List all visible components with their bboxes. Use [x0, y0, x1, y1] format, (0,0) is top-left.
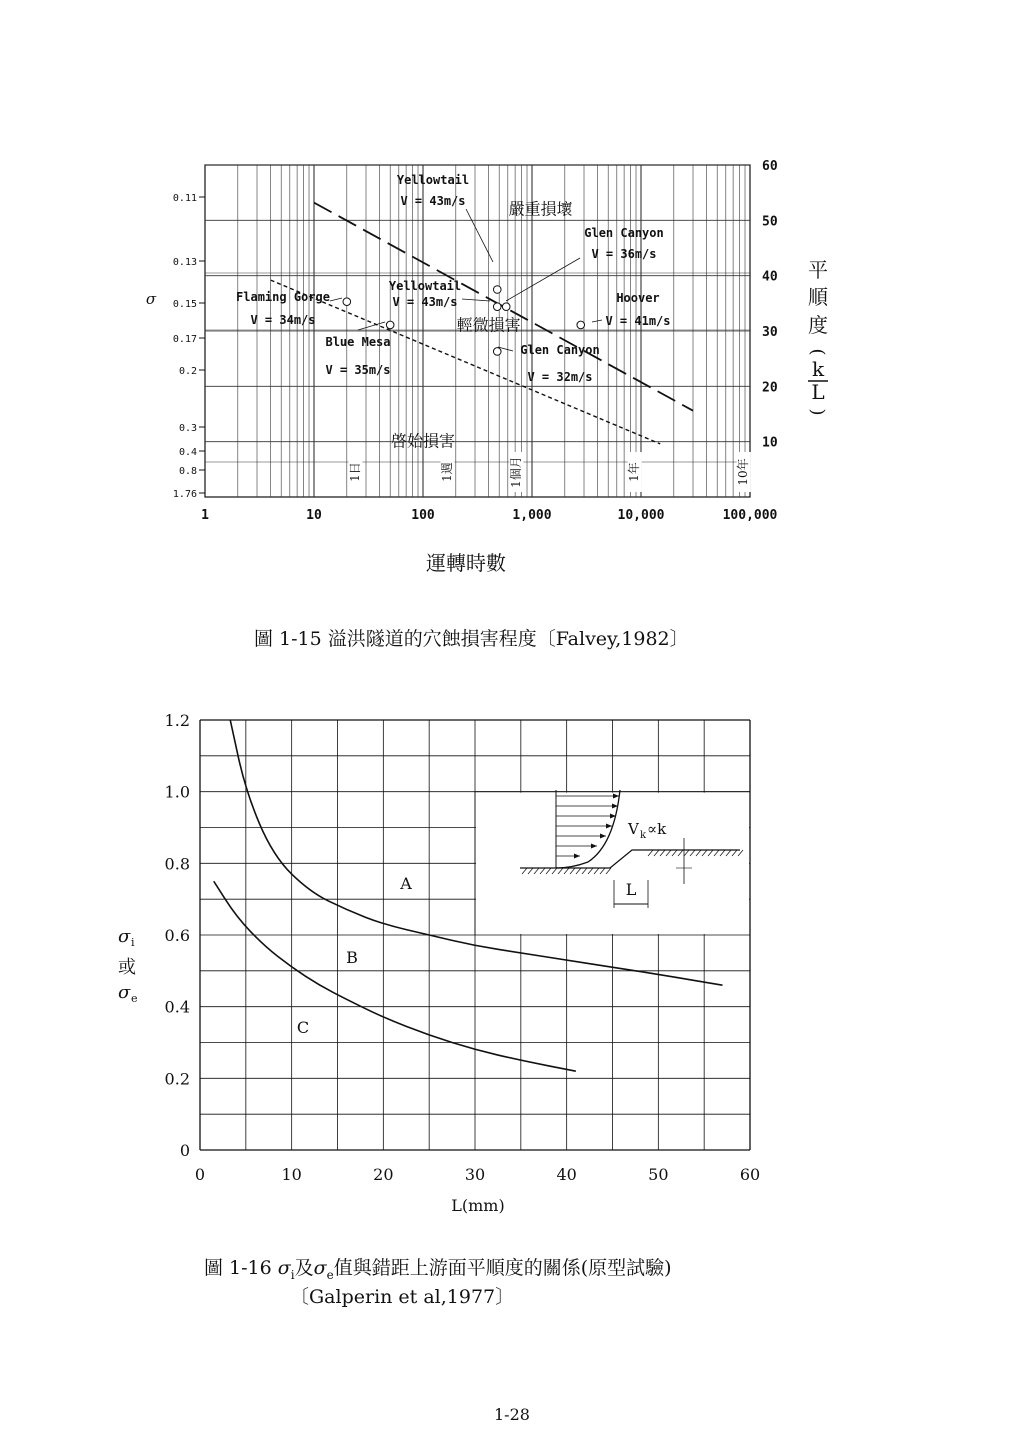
x-tick-label: 0	[194, 1165, 206, 1184]
y-left-tick-label: 0.13	[172, 257, 197, 268]
region-label: 啓始損害	[390, 431, 456, 451]
y-tick-label: 0.8	[164, 854, 190, 874]
x-tick-label: 20	[373, 1165, 394, 1184]
caption-fig-1-16-text: 值與錯距上游面平順度的關係(原型試驗)	[333, 1257, 672, 1279]
y-tick-label: 0	[179, 1141, 190, 1160]
y-left-tick-label: 0.4	[178, 447, 197, 458]
y-right-tick-label: 60	[762, 159, 778, 174]
point-speed-label: V = 32m/s	[527, 370, 593, 384]
y-right-tick-label: 50	[762, 214, 778, 230]
y-tick-label: 1.0	[164, 782, 190, 802]
x-tick-label: 10	[281, 1165, 302, 1184]
region-label: 嚴重損壞	[508, 199, 573, 219]
time-marker-label: 1週	[440, 462, 455, 482]
y-axis-label-sigma-i: σ	[118, 926, 131, 947]
y-left-tick-label: 0.8	[178, 466, 197, 477]
y-left-tick-label: 0.15	[172, 299, 197, 310]
x-tick-label: 1,000	[512, 508, 552, 523]
y-axis-label-or: 或	[118, 957, 136, 978]
y-right-axis-label-char: k	[811, 357, 825, 381]
y-axis-label-sub-i: i	[131, 936, 135, 949]
y-left-tick-label: 1.76	[172, 489, 197, 500]
point-speed-label: V = 34m/s	[250, 313, 316, 327]
page-number: 1-28	[494, 1405, 530, 1424]
point-speed-label: V = 41m/s	[605, 314, 671, 328]
y-tick-label: 1.2	[164, 711, 190, 730]
time-marker-label: 1年	[627, 462, 642, 482]
y-right-tick-label: 30	[762, 325, 778, 340]
time-marker-label: 1個月	[508, 456, 523, 488]
y-right-tick-label: 20	[762, 380, 778, 396]
y-tick-label: 0.6	[164, 926, 190, 945]
y-right-axis-label-char: )	[807, 408, 828, 416]
x-tick-label: 60	[739, 1165, 761, 1184]
time-marker-label: 10年	[736, 458, 751, 486]
y-axis-label-sigma-e: σ	[118, 982, 131, 1003]
caption-and: 及	[294, 1257, 314, 1279]
x-tick-label: 100	[411, 508, 435, 523]
x-tick-label: 40	[556, 1165, 577, 1184]
curve-label: C	[296, 1018, 310, 1037]
y-right-tick-label: 40	[762, 269, 778, 285]
point-speed-label: V = 43m/s	[400, 194, 466, 208]
y-left-tick-label: 0.2	[178, 366, 197, 377]
y-right-axis-label-char: L	[811, 380, 825, 404]
y-left-tick-label: 0.17	[172, 334, 197, 345]
inset-formula-v: V	[628, 820, 639, 838]
time-marker-label: 1日	[347, 462, 362, 482]
point-name-label: Blue Mesa	[325, 335, 391, 349]
inset-formula-rest: ∝k	[647, 820, 667, 838]
point-speed-label: V = 43m/s	[392, 295, 458, 309]
inset-formula-sub: k	[640, 830, 647, 841]
inset-background	[476, 793, 749, 934]
point-name-label: Flaming Gorge	[236, 290, 330, 304]
y-tick-label: 0.4	[164, 997, 190, 1017]
point-name-label: Yellowtail	[396, 173, 470, 187]
x-tick-label: 50	[648, 1165, 669, 1184]
caption-fig-1-15: 圖 1-15 溢洪隧道的穴蝕損害程度〔Falvey,1982〕	[254, 628, 689, 650]
y-right-axis-label-char: (	[807, 348, 828, 356]
y-right-axis-label-char: 度	[808, 313, 828, 337]
caption-sub-i: i	[290, 1267, 295, 1282]
caption-fig-1-16-source: 〔Galperin et al,1977〕	[290, 1286, 515, 1308]
caption-sub-e: e	[326, 1267, 334, 1282]
point-name-label: Glen Canyon	[584, 226, 664, 240]
x-tick-label: 30	[464, 1165, 486, 1184]
point-name-label: Yellowtail	[388, 279, 462, 293]
x-axis-title: L(mm)	[451, 1196, 505, 1215]
y-tick-label: 0.2	[164, 1069, 190, 1089]
caption-fig-1-16	[204, 1253, 672, 1282]
caption-sigma-e: σ	[313, 1257, 327, 1279]
point-speed-label: V = 35m/s	[325, 363, 391, 377]
y-left-axis-label: σ	[145, 290, 157, 308]
y-right-tick-label: 10	[762, 435, 778, 451]
curve-label: B	[346, 948, 358, 967]
curve-label: A	[400, 874, 412, 893]
x-tick-label: 100,000	[722, 508, 778, 523]
point-name-label: Hoover	[616, 291, 660, 305]
region-label: 輕微損害	[456, 315, 521, 335]
point-speed-label: V = 36m/s	[591, 247, 657, 261]
point-name-label: Glen Canyon	[520, 343, 600, 357]
caption-sigma-i: σ	[277, 1257, 291, 1279]
y-axis-label-sub-e: e	[131, 992, 138, 1005]
x-tick-label: 10	[306, 508, 322, 523]
x-axis-title: 運轉時數	[426, 551, 506, 575]
y-right-axis-label-char: 平	[808, 258, 828, 282]
x-tick-label: 10,000	[617, 508, 665, 523]
y-left-tick-label: 0.3	[178, 423, 197, 434]
y-left-tick-label: 0.11	[172, 193, 197, 204]
caption-fig-1-16-num: 圖 1-16	[204, 1257, 272, 1279]
inset-length-label: L	[625, 880, 637, 899]
y-right-axis-label-char: 順	[808, 285, 828, 309]
x-tick-label: 1	[201, 508, 209, 523]
